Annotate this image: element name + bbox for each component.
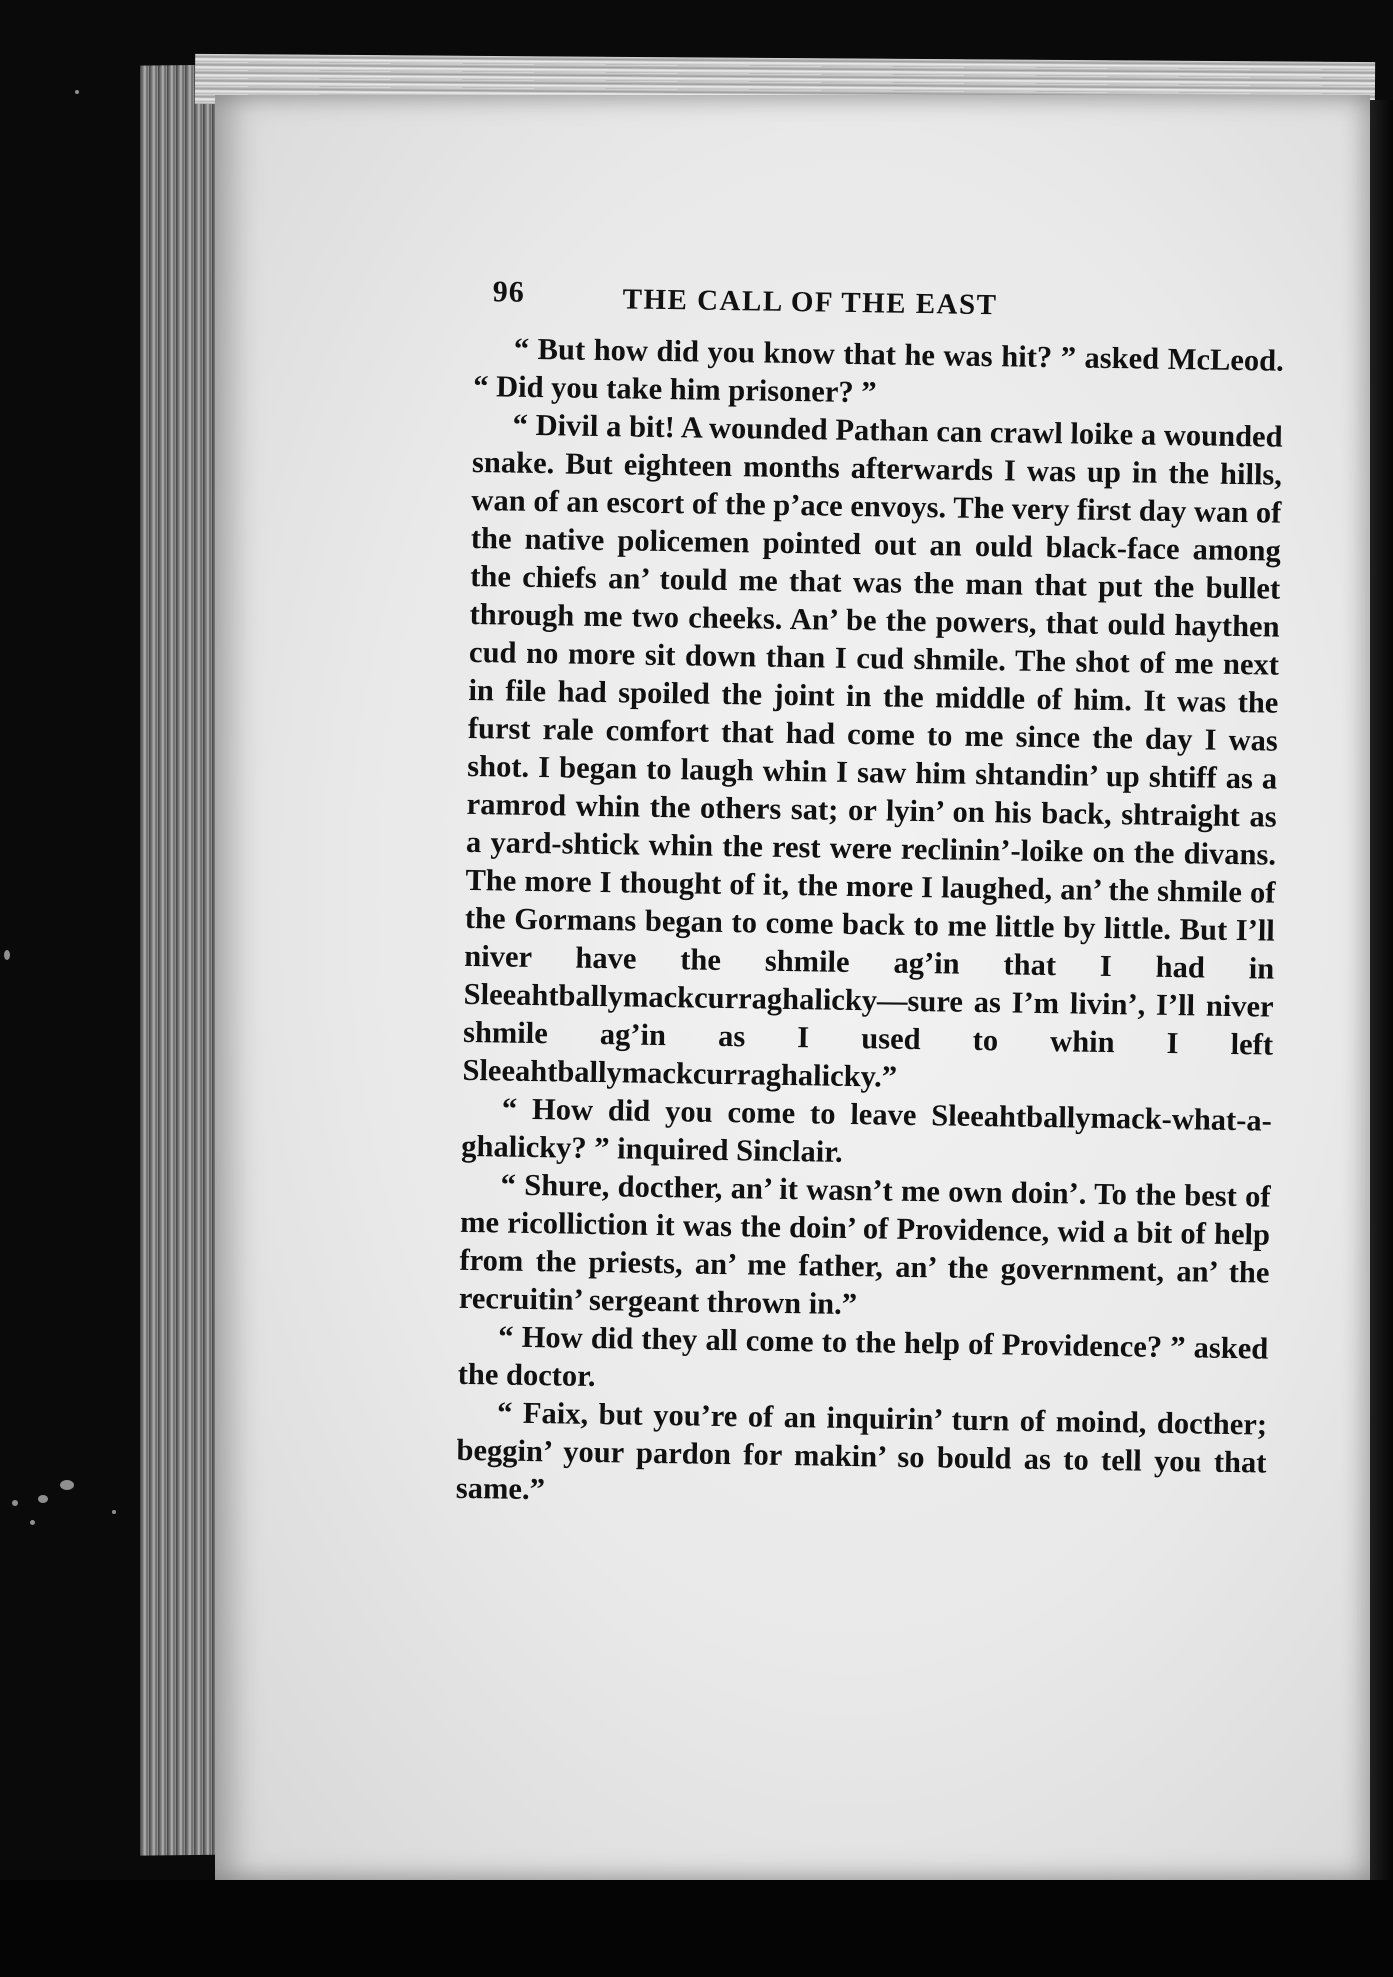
- paragraph: “ How did they all come to the help of Providence? ” asked the doctor.: [457, 1319, 1269, 1394]
- paragraph: “ But how did you know that he was hit? ” asked McLeod. “ Did you take him prisoner? ”: [472, 331, 1285, 410]
- running-head: [474, 275, 1285, 348]
- paragraph: “ How did you come to leave Sleeahtballymack-what-a-ghalicky? ” inquired Sinclair.: [461, 1091, 1273, 1169]
- running-title: THE CALL OF THE EAST: [622, 283, 998, 322]
- background-bottom: [0, 1880, 1393, 1977]
- page-number: 96: [492, 275, 525, 309]
- body-text: [456, 329, 1284, 1520]
- page-content: [456, 275, 1285, 1520]
- paragraph: “ Faix, but you’re of an inquirin’ turn of moind, docther; beggin’ your pardon for makin’ so bould as to tell you that same.”: [455, 1395, 1268, 1507]
- paragraph: “ Shure, docther, an’ it wasn’t me own doin’. To the best of me ricolliction it was the doin’ of Providence, wid a bit of help from the priests, an’ me father, an’ the government, an’ the recruitin’ sergeant thrown in.”: [458, 1167, 1271, 1322]
- paragraph: “ Divil a bit! A wounded Pathan can crawl loike a wounded snake. But eighteen months afterwards I was up in the hills, wan of an escort of the p’ace envoys. The very first day wan of the native policemen pointed out an ould black-face among the chiefs an’ tould me that was the man that put the bullet through me two cheeks. An’ be the powers, that ould haythen cud no more sit down than I cud shmile. The shot of me next in file had spoiled the joint in the middle of him. It was the furst rale comfort that had come to me since the day I was shot. I began to laugh whin I saw him shtandin’ up shtiff as a ramrod whin the others sat; or lyin’ on his back, shtraight as a yard-shtick whin the rest were reclinin’-loike on the divans. The more I thought of it, the more I laughed, an’ the shmile of the Gormans began to come back to me little by little. But I’ll niver have the shmile ag’in that I had in Sleeahtballymackcurraghalicky—sure as I’m livin’, I’ll niver shmile ag’in as I used to whin I left Sleeahtballymackcurraghalicky.”: [462, 407, 1283, 1094]
